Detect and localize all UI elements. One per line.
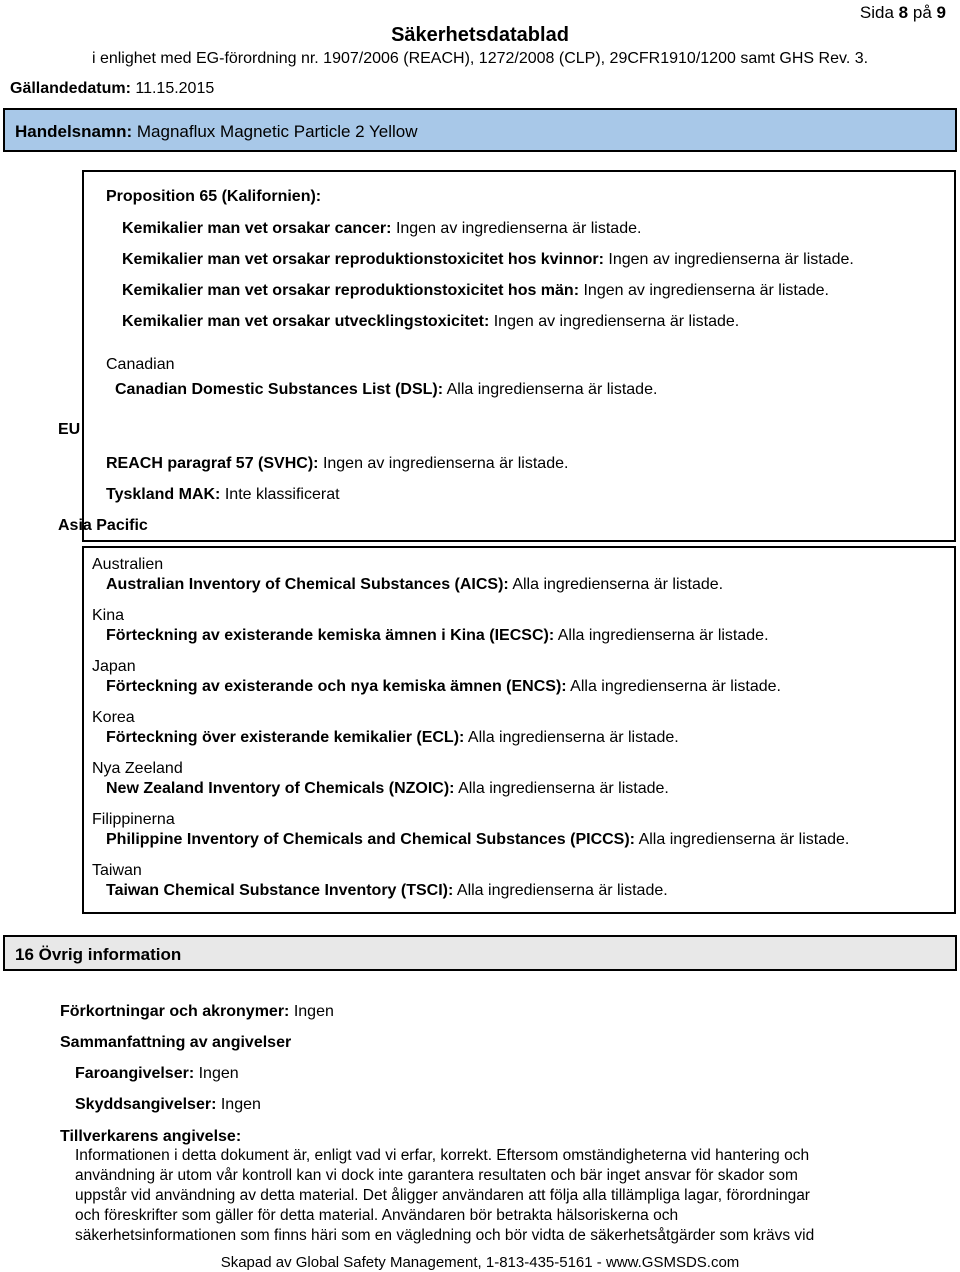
hazard-statements	[75, 1065, 239, 1083]
precaution-label: Skyddsangivelser:	[75, 1096, 217, 1113]
inventory-value: Alla ingredienserna är listade.	[467, 729, 679, 746]
prop65-title: Proposition 65 (Kalifornien):	[106, 188, 322, 205]
inventory-label: Förteckning av existerande och nya kemiska ämnen (ENCS):	[106, 678, 567, 695]
asia-pacific-title: Asia Pacific	[58, 517, 148, 534]
hazard-value: Ingen	[198, 1065, 239, 1082]
trade-value: Magnaflux Magnetic Particle 2 Yellow	[136, 122, 418, 141]
summary-title: Sammanfattning av angivelser	[60, 1034, 292, 1051]
inventory-value: Alla ingredienserna är listade.	[570, 678, 781, 695]
prop65-item	[122, 313, 739, 331]
inventory-value: Alla ingredienserna är listade.	[458, 780, 669, 797]
manufacturer-line: uppstår vid användning av detta material. Det åligger användaren att följa alla tillämpliga lagar, förordningar	[75, 1187, 810, 1204]
prop65-item-label: Kemikalier man vet orsakar reproduktionstoxicitet hos män:	[122, 282, 580, 299]
footer-text: Skapad av Global Safety Management, 1-813-435-5161 - www.GSMSDS.com	[220, 1254, 740, 1271]
eu-item-label: REACH paragraf 57 (SVHC):	[106, 455, 319, 472]
country-name: Filippinerna	[92, 811, 175, 828]
eu-item-value: Ingen av ingredienserna är listade.	[322, 455, 569, 472]
prop65-item-value: Ingen av ingredienserna är listade.	[608, 251, 854, 268]
precaution-statements	[75, 1096, 261, 1114]
inventory-label: Förteckning över existerande kemikalier (ECL):	[106, 729, 465, 746]
manufacturer-line: säkerhetsinformationen som finns häri som en vägledning och bör vidta de säkerhetsåtgärder som krävs vid	[75, 1227, 815, 1244]
inventory-label: Australian Inventory of Chemical Substances (AICS):	[106, 576, 509, 593]
date-value: 11.15.2015	[135, 80, 215, 97]
document-title: Säkerhetsdatablad	[391, 24, 569, 46]
manufacturer-line: användning är utom vår kontroll kan vi dock inte garantera resultaten och bär inget ansvar för skador som	[75, 1167, 798, 1184]
canadian-dsl-value: Alla ingredienserna är listade.	[446, 381, 658, 398]
prop65-item-label: Kemikalier man vet orsakar cancer:	[122, 220, 392, 237]
page-number	[860, 3, 946, 23]
prop65-item	[122, 282, 829, 300]
country-name: Japan	[92, 658, 136, 675]
inventory-value: Alla ingredienserna är listade.	[638, 831, 850, 848]
inventory-value: Alla ingredienserna är listade.	[456, 882, 668, 899]
inventory-value: Alla ingredienserna är listade.	[557, 627, 769, 644]
country-name: Kina	[92, 607, 125, 624]
country-inventory	[106, 729, 679, 747]
trade-name-bar	[3, 108, 957, 152]
eu-item-value: Inte klassificerat	[224, 486, 340, 503]
effective-date	[10, 80, 214, 98]
eu-title: EU	[58, 421, 81, 438]
abbreviations	[60, 1003, 334, 1021]
page-prefix: Sida	[859, 3, 894, 22]
section-16-title: 16 Övrig information	[15, 945, 182, 964]
eu-item	[106, 486, 340, 504]
country-inventory	[106, 678, 781, 696]
eu-item-label: Tyskland MAK:	[106, 486, 221, 503]
section-16-bar	[3, 935, 957, 971]
country-inventory	[106, 576, 723, 594]
prop65-item	[122, 220, 641, 238]
country-name: Australien	[92, 556, 164, 573]
manufacturer-line: och föreskrifter som gäller för detta material. Användaren bör betrakta hälsoriskerna och	[75, 1207, 679, 1224]
country-inventory	[106, 780, 669, 798]
abbreviations-value: Ingen	[293, 1003, 334, 1020]
prop65-item-label: Kemikalier man vet orsakar utvecklingstoxicitet:	[122, 313, 490, 330]
country-inventory	[106, 627, 769, 645]
prop65-item-label: Kemikalier man vet orsakar reproduktionstoxicitet hos kvinnor:	[122, 251, 604, 268]
country-name: Taiwan	[92, 862, 142, 879]
hazard-label: Faroangivelser:	[75, 1065, 195, 1082]
eu-item	[106, 455, 568, 473]
country-name: Korea	[92, 709, 135, 726]
manufacturer-label: Tillverkarens angivelse:	[60, 1128, 242, 1145]
date-label: Gällandedatum:	[10, 80, 131, 97]
country-name: Nya Zeeland	[92, 760, 183, 777]
canadian-title: Canadian	[106, 356, 175, 373]
page-total: 9	[936, 3, 946, 22]
inventory-label: Förteckning av existerande kemiska ämnen i Kina (IECSC):	[106, 627, 555, 644]
inventory-value: Alla ingredienserna är listade.	[512, 576, 724, 593]
page-of: på	[912, 3, 932, 22]
inventory-label: New Zealand Inventory of Chemicals (NZOIC):	[106, 780, 455, 797]
abbreviations-label: Förkortningar och akronymer:	[60, 1003, 290, 1020]
prop65-item-value: Ingen av ingredienserna är listade.	[493, 313, 740, 330]
country-inventory	[106, 882, 668, 900]
canadian-dsl-label: Canadian Domestic Substances List (DSL):	[115, 381, 444, 398]
prop65-item-value: Ingen av ingredienserna är listade.	[395, 220, 642, 237]
inventory-label: Taiwan Chemical Substance Inventory (TSCI):	[106, 882, 454, 899]
prop65-item	[122, 251, 854, 269]
precaution-value: Ingen	[220, 1096, 261, 1113]
canadian-dsl	[115, 381, 657, 399]
prop65-item-value: Ingen av ingredienserna är listade.	[583, 282, 829, 299]
country-inventory	[106, 831, 849, 849]
trade-name	[15, 122, 418, 142]
page-current: 8	[898, 3, 909, 22]
inventory-label: Philippine Inventory of Chemicals and Chemical Substances (PICCS):	[106, 831, 635, 848]
regulation-line: i enlighet med EG-förordning nr. 1907/2006 (REACH), 1272/2008 (CLP), 29CFR1910/1200 samt GHS Rev. 3.	[91, 50, 869, 67]
manufacturer-line: Informationen i detta dokument är, enligt vad vi erfar, korrekt. Eftersom omständigheterna vid hantering och	[75, 1147, 810, 1164]
trade-label: Handelsnamn:	[15, 122, 133, 141]
